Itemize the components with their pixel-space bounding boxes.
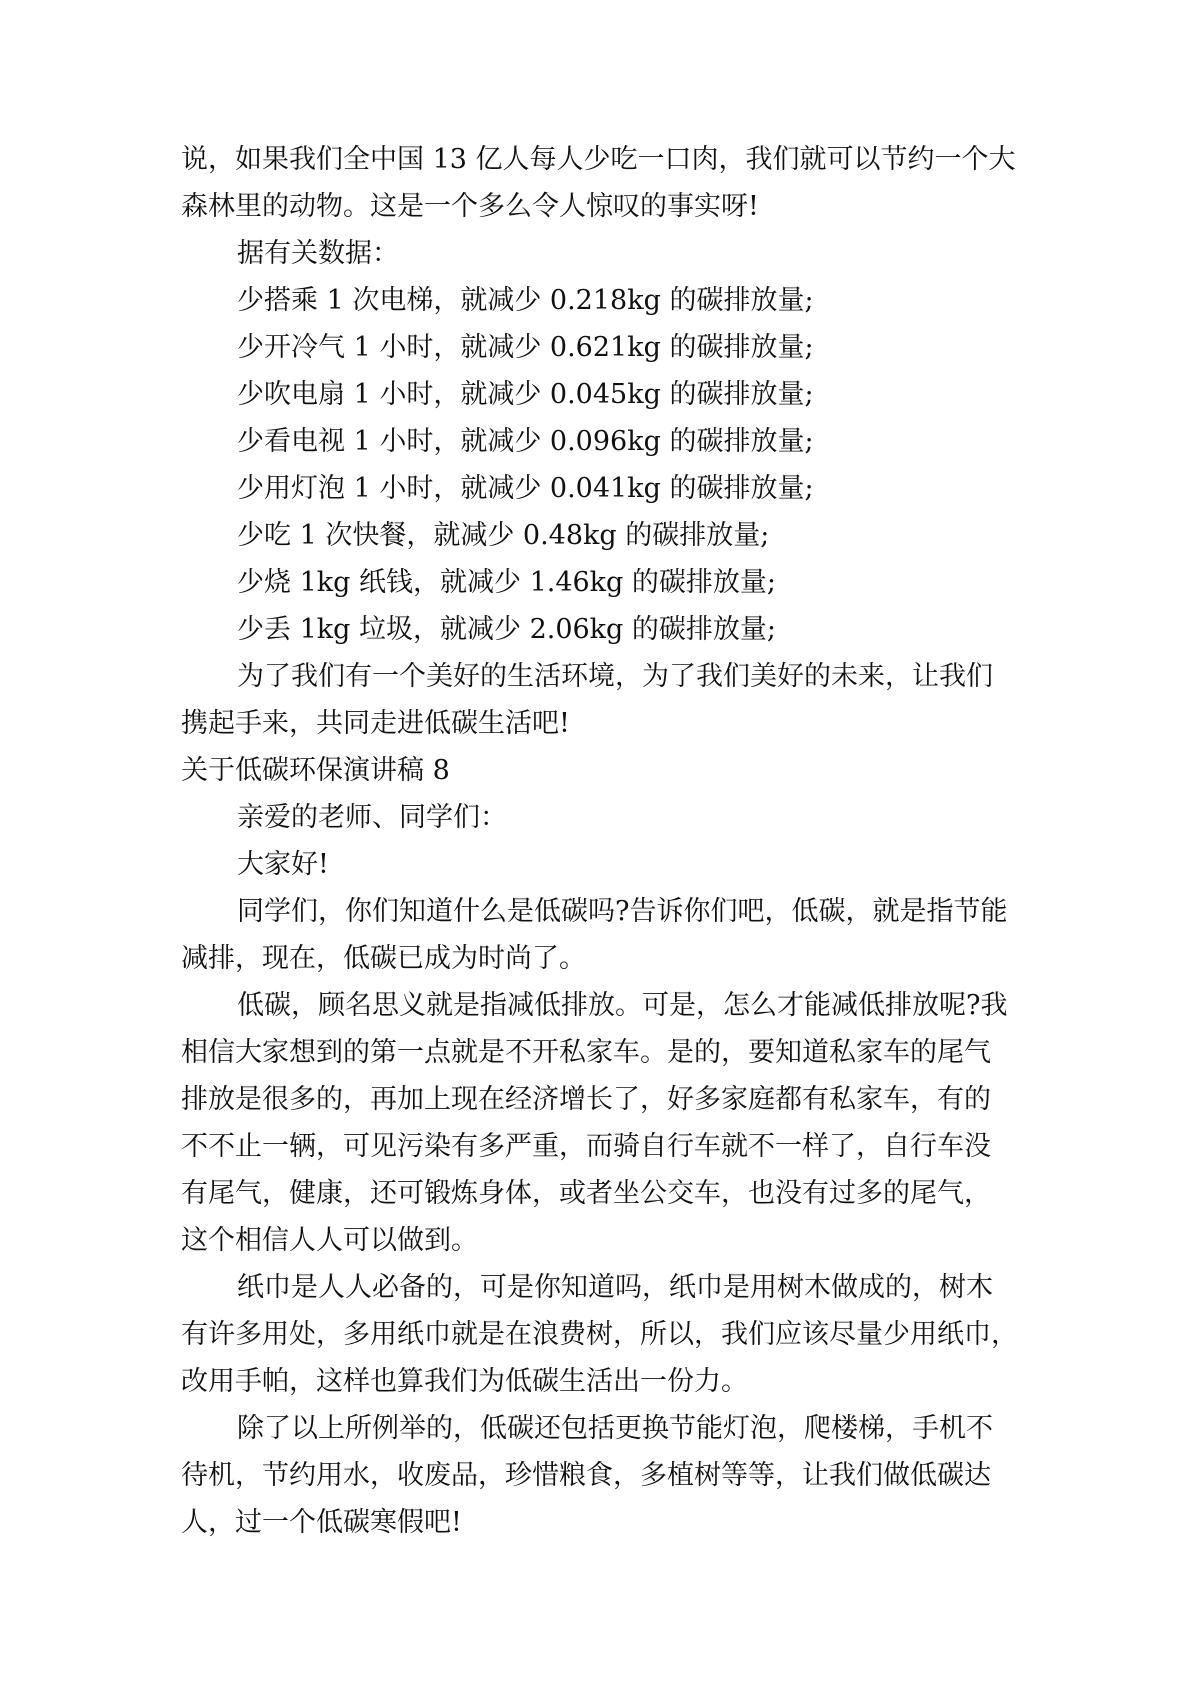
paragraph-4 [181,1405,1031,1546]
paragraph-line: 同学们，你们知道什么是低碳吗?告诉你们吧，低碳，就是指节能 [237,896,1008,927]
paragraph-2 [181,982,1031,1264]
paragraph-line: 改用手帕，这样也算我们为低碳生活出一份力。 [181,1366,748,1397]
closing-paragraph [181,653,1031,747]
greeting: 亲爱的老师、同学们： [237,802,507,833]
paragraph-line: 为了我们有一个美好的生活环境，为了我们美好的未来，让我们 [237,661,993,692]
paragraph-1 [181,888,1031,982]
list-item: 少吃 1 次快餐，就减少 0.48kg 的碳排放量; [237,520,770,551]
list-item: 少丢 1kg 垃圾，就减少 2.06kg 的碳排放量; [237,614,777,645]
paragraph-line: 有尾气，健康，还可锻炼身体，或者坐公交车，也没有过多的尾气， [181,1178,991,1209]
paragraph-line: 待机，节约用水，收废品，珍惜粮食，多植树等等，让我们做低碳达 [181,1460,991,1491]
paragraph-line: 这个相信人人可以做到。 [181,1225,478,1256]
paragraph-line: 不不止一辆，可见污染有多严重，而骑自行车就不一样了，自行车没 [181,1131,991,1162]
paragraph-line: 纸巾是人人必备的，可是你知道吗，纸巾是用树木做成的，树木 [237,1272,993,1303]
intro-paragraph [181,136,1031,230]
list-item: 少看电视 1 小时，就减少 0.096kg 的碳排放量; [237,426,814,457]
paragraph-3 [181,1264,1031,1405]
section-title: 关于低碳环保演讲稿 8 [181,755,450,786]
paragraph-line: 人，过一个低碳寒假吧! [181,1507,462,1538]
paragraph-line: 减排，现在，低碳已成为时尚了。 [181,943,586,974]
data-heading: 据有关数据： [237,238,399,269]
paragraph-line: 低碳，顾名思义就是指减低排放。可是，怎么才能减低排放呢?我 [237,990,1008,1021]
paragraph-line: 除了以上所例举的，低碳还包括更换节能灯泡，爬楼梯，手机不 [237,1413,993,1444]
paragraph-line: 携起手来，共同走进低碳生活吧! [181,708,570,739]
list-item: 少开冷气 1 小时，就减少 0.621kg 的碳排放量; [237,332,814,363]
list-item: 少搭乘 1 次电梯，就减少 0.218kg 的碳排放量; [237,285,814,316]
paragraph-line: 有许多用处，多用纸巾就是在浪费树，所以，我们应该尽量少用纸巾， [181,1319,1018,1350]
paragraph-line: 森林里的动物。这是一个多么令人惊叹的事实呀! [181,191,759,222]
list-item: 少用灯泡 1 小时，就减少 0.041kg 的碳排放量; [237,473,814,504]
document-body [181,136,1031,1546]
paragraph-line: 相信大家想到的第一点就是不开私家车。是的，要知道私家车的尾气 [181,1037,991,1068]
paragraph-line: 排放是很多的，再加上现在经济增长了，好多家庭都有私家车，有的 [181,1084,991,1115]
list-item: 少烧 1kg 纸钱，就减少 1.46kg 的碳排放量; [237,567,777,598]
list-item: 少吹电扇 1 小时，就减少 0.045kg 的碳排放量; [237,379,814,410]
paragraph-line: 说，如果我们全中国 13 亿人每人少吃一口肉，我们就可以节约一个大 [181,144,1016,175]
carbon-data-list [181,277,1031,653]
hello: 大家好! [237,849,329,880]
